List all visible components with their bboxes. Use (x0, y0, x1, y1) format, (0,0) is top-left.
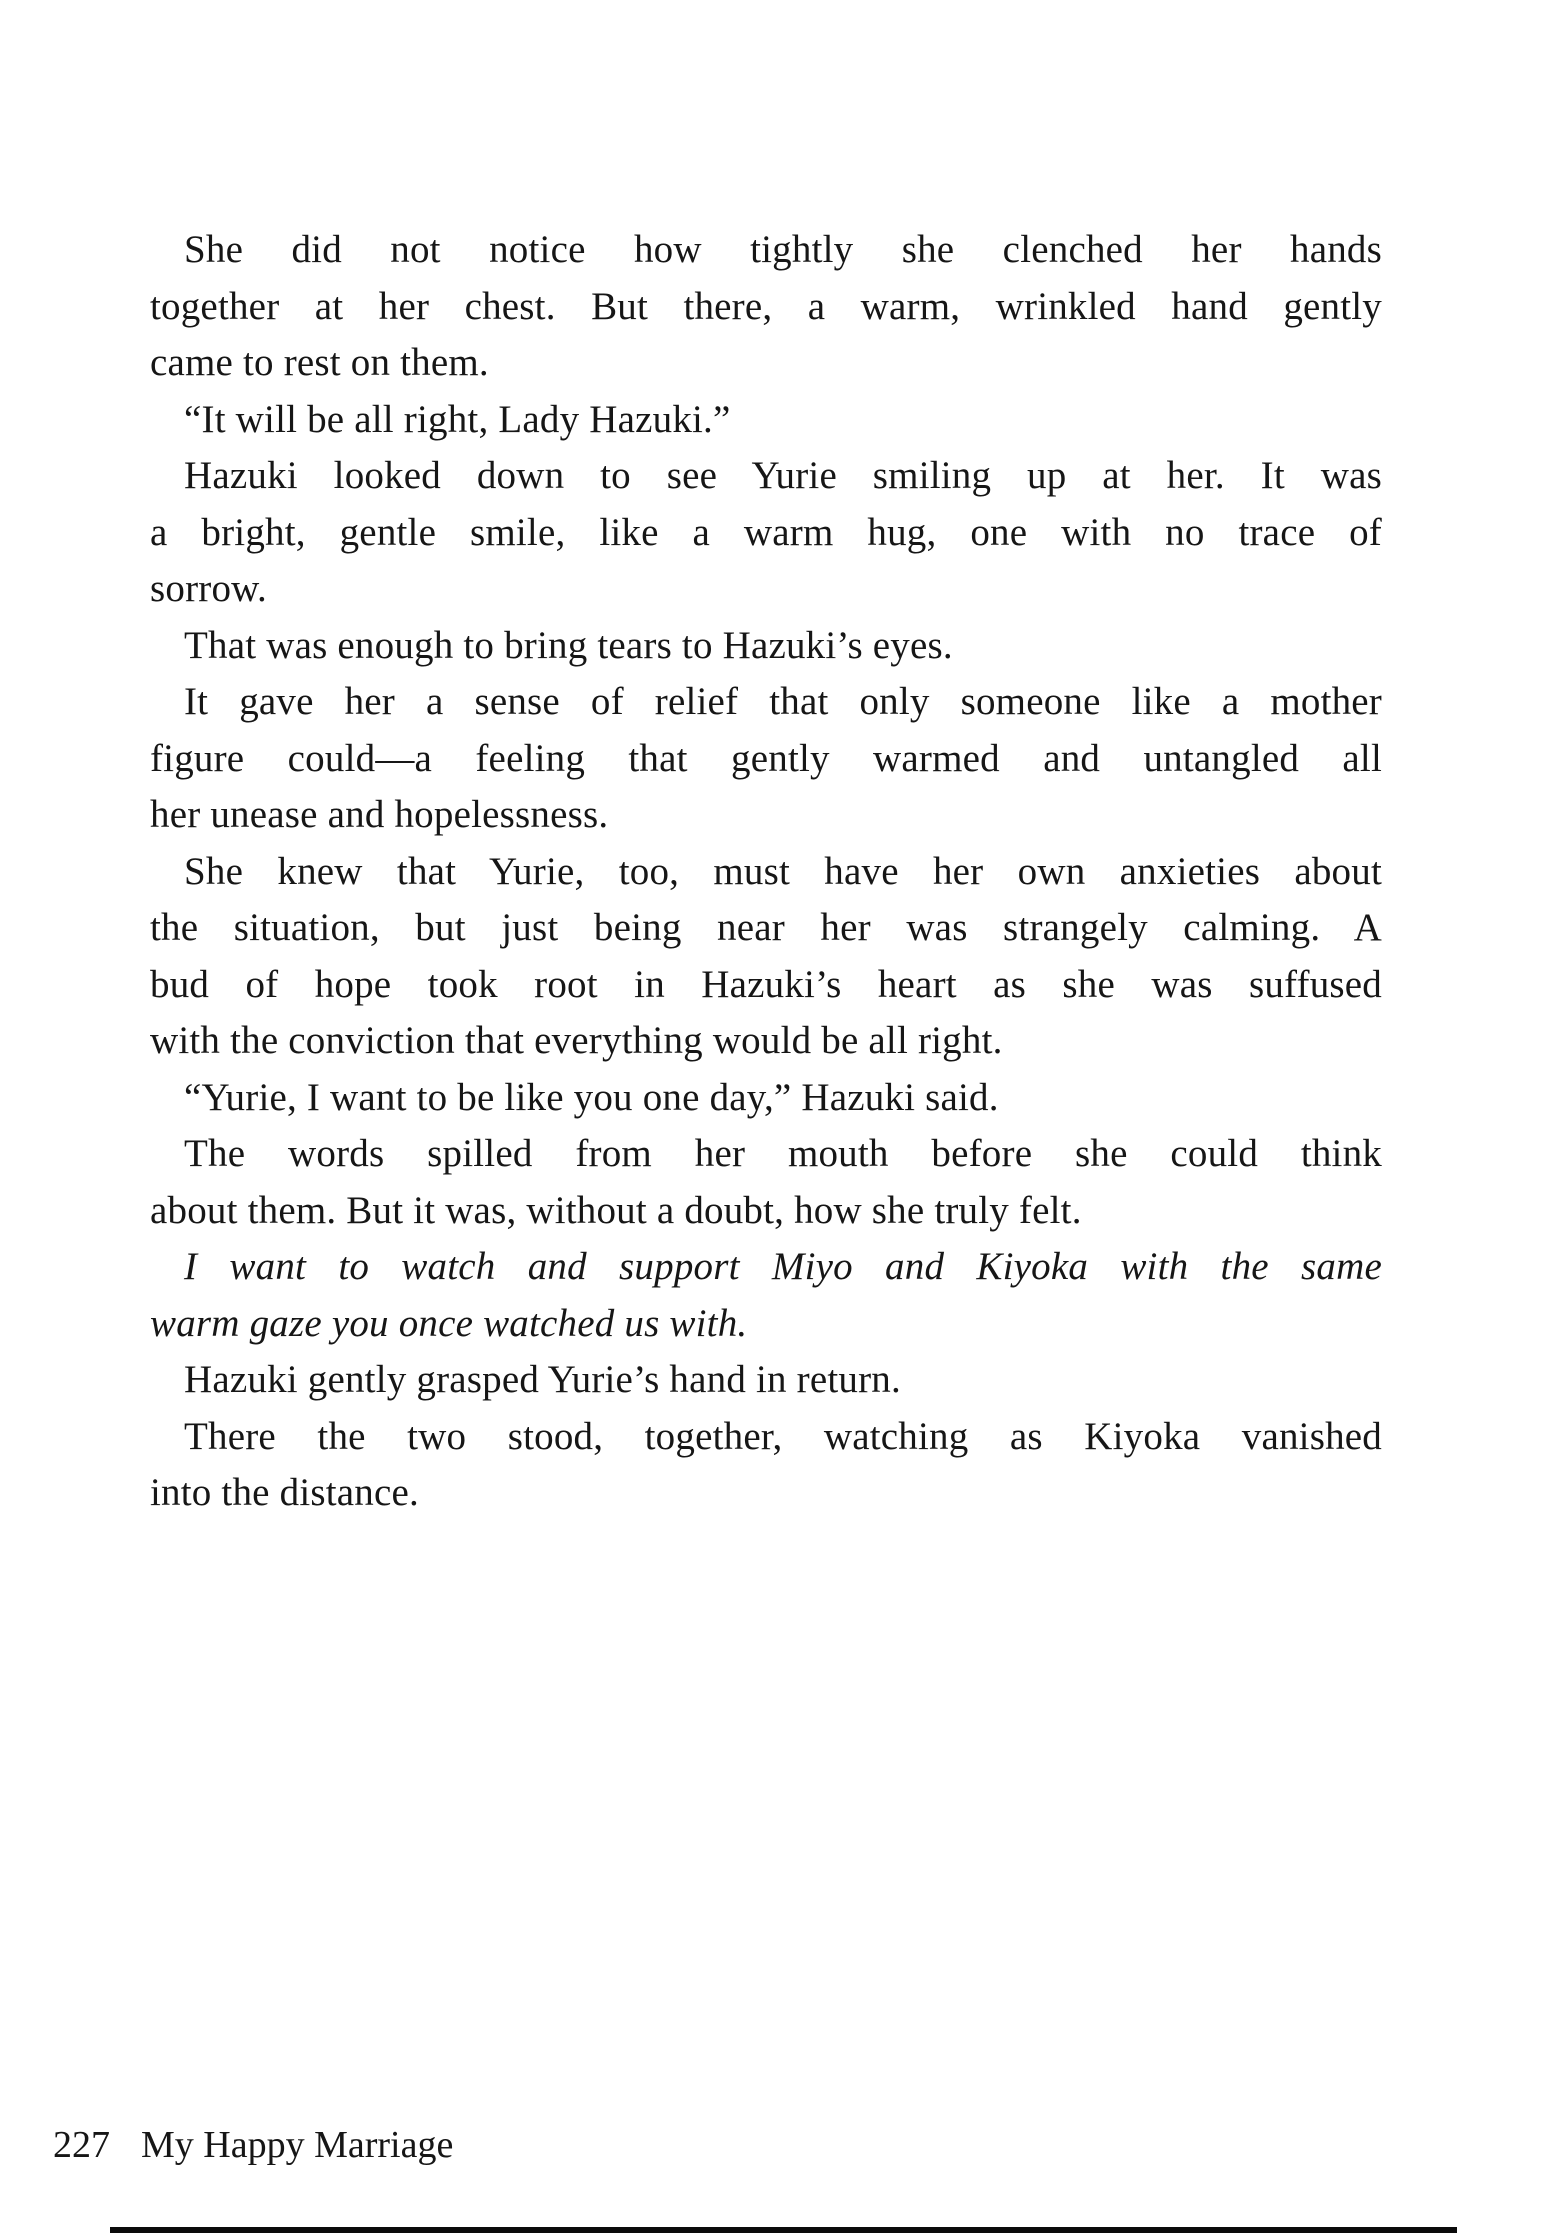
text-line: The words spilled from her mouth before she could think (184, 1132, 1382, 1175)
bottom-bar (110, 2227, 1457, 2233)
paragraph (150, 222, 1382, 392)
paragraph (150, 1239, 1382, 1352)
text-line: the situation, but just being near her was strangely calming. A (150, 906, 1382, 949)
paragraph (150, 844, 1382, 1070)
text-line: “It will be all right, Lady Hazuki.” (184, 397, 731, 441)
text-line: There the two stood, together, watching as Kiyoka vanished (184, 1414, 1382, 1458)
text-line: Hazuki looked down to see Yurie smiling up at her. It was (184, 454, 1382, 497)
text-line: figure could—a feeling that gently warmed and untangled all (150, 736, 1382, 780)
text-line: It gave her a sense of relief that only someone like a mother (184, 680, 1382, 723)
text-line: “Yurie, I want to be like you one day,” Hazuki said. (184, 1075, 999, 1119)
text-line: her unease and hopelessness. (150, 793, 609, 836)
text-line: sorrow. (150, 567, 267, 610)
text-line: I want to watch and support Miyo and Kiyoka with the same (184, 1245, 1382, 1288)
text-line: with the conviction that everything would be all right. (150, 1019, 1003, 1062)
text-line: She knew that Yurie, too, must have her own anxieties about (184, 849, 1382, 893)
text-line: bud of hope took root in Hazuki’s heart as she was suffused (150, 962, 1382, 1006)
page-footer (53, 2122, 453, 2168)
text-line: together at her chest. But there, a warm, wrinkled hand gently (150, 284, 1382, 328)
text-line: about them. But it was, without a doubt, how she truly felt. (150, 1188, 1082, 1232)
text-line: a bright, gentle smile, like a warm hug, one with no trace of (150, 510, 1382, 554)
page-number: 227 (53, 2124, 110, 2166)
body-text (150, 222, 1382, 1522)
paragraph (150, 1409, 1382, 1522)
paragraph (150, 392, 1382, 449)
paragraph (150, 618, 1382, 675)
running-title: My Happy Marriage (141, 2124, 454, 2166)
text-line: That was enough to bring tears to Hazuki’s eyes. (184, 623, 953, 667)
paragraph (150, 1070, 1382, 1127)
paragraph (150, 1352, 1382, 1409)
text-line: into the distance. (150, 1471, 419, 1514)
text-line: warm gaze you once watched us with. (150, 1301, 748, 1345)
paragraph (150, 1126, 1382, 1239)
text-line: Hazuki gently grasped Yurie’s hand in return. (184, 1358, 901, 1401)
paragraph (150, 674, 1382, 844)
text-line: She did not notice how tightly she clenched her hands (184, 228, 1382, 271)
text-line: came to rest on them. (150, 341, 489, 384)
paragraph (150, 448, 1382, 618)
